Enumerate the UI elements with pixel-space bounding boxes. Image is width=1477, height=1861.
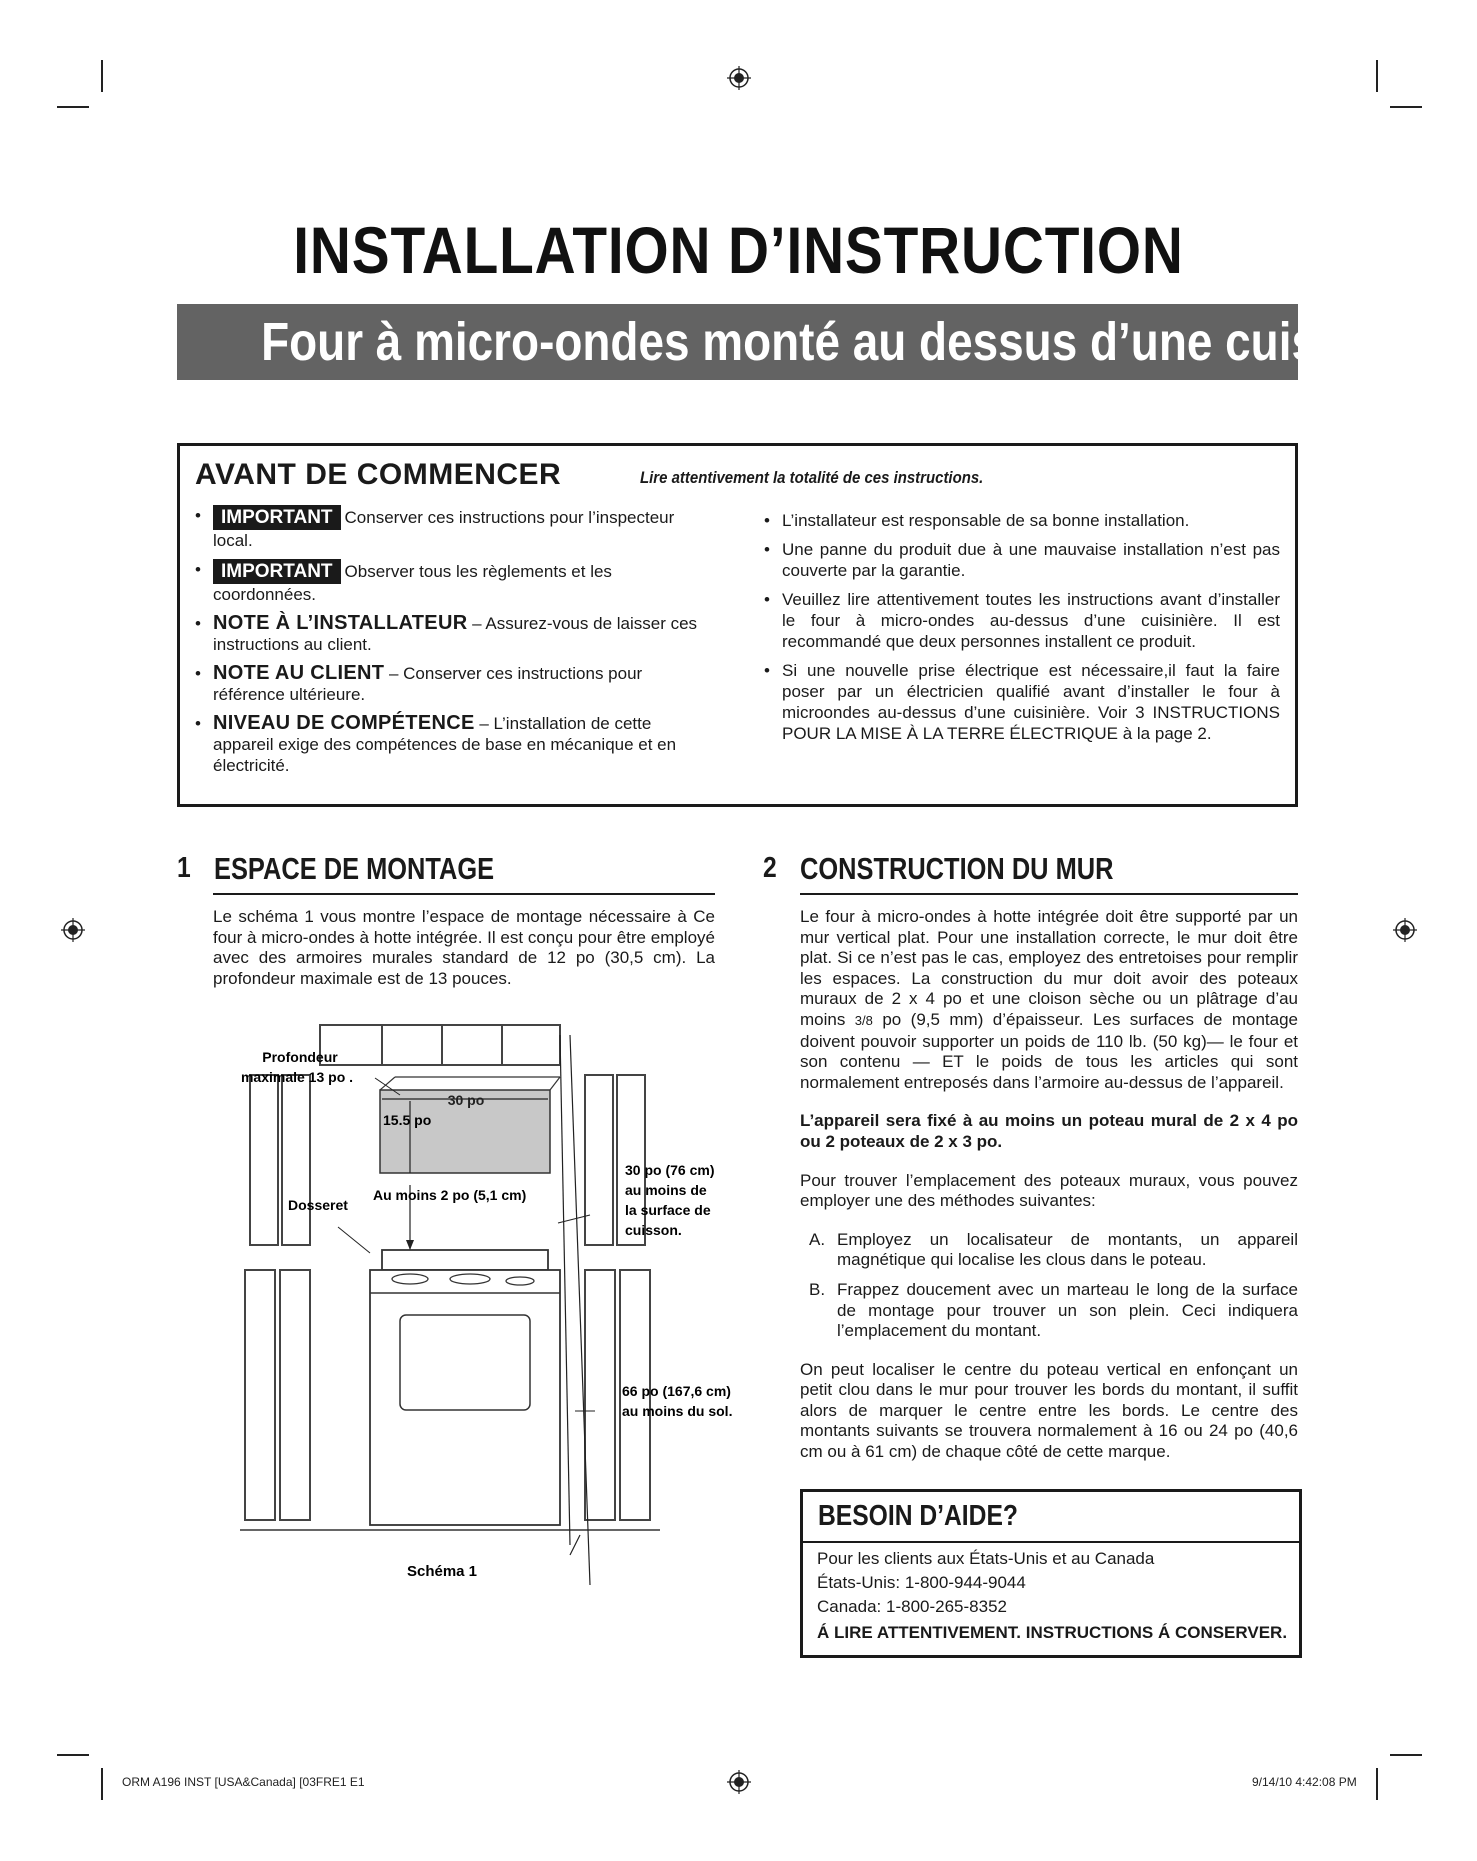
registration-mark-icon bbox=[61, 918, 85, 942]
section2-para3: Pour trouver l’emplacement des poteaux muraux, vous pouvez employer une des méthodes suivantes: bbox=[800, 1170, 1298, 1211]
range bbox=[370, 1270, 560, 1525]
section-title: CONSTRUCTION DU MUR bbox=[800, 851, 1114, 886]
section-number: 1 bbox=[177, 852, 191, 884]
before-left-list bbox=[191, 505, 713, 784]
list-item bbox=[191, 713, 713, 776]
figure-caption: Schéma 1 bbox=[406, 1563, 478, 1580]
help-notice: Á LIRE ATTENTIVEMENT. INSTRUCTIONS Á CONSERVER. bbox=[817, 1623, 1288, 1642]
help-title: BESOIN D’AIDE? bbox=[818, 1500, 1018, 1532]
before-heading: AVANT DE COMMENCER bbox=[195, 458, 562, 491]
cooktop-label: cuisson. bbox=[625, 1222, 682, 1238]
list-item bbox=[191, 505, 713, 551]
footer-right: 9/14/10 4:42:08 PM bbox=[1252, 1775, 1357, 1789]
section-rule bbox=[800, 893, 1298, 895]
depth-label: maximale 13 po . bbox=[240, 1069, 354, 1085]
crop-mark bbox=[101, 60, 103, 92]
min-gap-label: Au moins 2 po (5,1 cm) bbox=[373, 1187, 527, 1203]
help-line: Pour les clients aux États-Unis et au Canada bbox=[817, 1549, 1155, 1568]
list-item: • Veuillez lire attentivement toutes les instructions avant d’installer le four à micro-ondes au-dessus d’une cuisinière. Il est recommandé que deux personnes installent ce produit. bbox=[760, 589, 1280, 652]
backsplash-label: Dosseret bbox=[288, 1197, 348, 1213]
cooktop-label: au moins de bbox=[625, 1182, 707, 1198]
list-item-label: NIVEAU DE COMPÉTENCE bbox=[213, 712, 475, 734]
crop-mark bbox=[57, 1754, 89, 1756]
depth-label: Profondeur bbox=[262, 1049, 338, 1065]
fraction: 3/8 bbox=[854, 1012, 873, 1028]
before-note: Lire attentivement la totalité de ces instructions. bbox=[640, 468, 984, 487]
crop-mark bbox=[1376, 60, 1378, 92]
section1-body: Le schéma 1 vous montre l’espace de montage nécessaire à Ce four à micro-ondes à hotte intégrée. Il est conçu pour être employé avec des armoires murales standard de 12 po (30,5 cm). La profondeur maximale est de 13 pouces. bbox=[213, 907, 715, 988]
height-label: 15.5 po bbox=[383, 1112, 432, 1128]
section2-para2: L’appareil sera fixé à au moins un poteau mural de 2 x 4 po ou 2 poteaux de 2 x 3 po. bbox=[800, 1111, 1298, 1151]
list-item-text: – Assurez-vous de laisser ces instructions au client. bbox=[213, 614, 698, 654]
help-rule bbox=[803, 1541, 1299, 1543]
paragraph-text: Le four à micro-ondes à hotte intégrée doit être supporté par un mur vertical plat. Pour une installation correcte, le mur doit être plat. Si ce n’est pas le cas, employez des entretoises pour remplir les espaces. La construction du mur doit avoir des poteaux muraux de 2 x 4 po et une cloison sèche ou un plâtrage d’au moins bbox=[800, 907, 1298, 1029]
list-marker: B. bbox=[809, 1279, 826, 1299]
registration-mark-icon bbox=[727, 66, 751, 90]
important-tag: IMPORTANT bbox=[213, 559, 341, 584]
list-item-text: Conserver ces instructions pour l’inspecteur local. bbox=[213, 508, 675, 550]
crop-mark bbox=[57, 106, 89, 108]
section-rule bbox=[213, 893, 715, 895]
list-item-text: Employez un localisateur de montants, un appareil magnétique qui localise les clous dans le poteau. bbox=[837, 1229, 1298, 1270]
help-phone-canada: Canada: 1-800-265-8352 bbox=[817, 1597, 1007, 1616]
list-item-label: NOTE À L’INSTALLATEUR bbox=[213, 612, 468, 634]
crop-mark bbox=[1376, 1768, 1378, 1800]
section2-para4: On peut localiser le centre du poteau vertical en enfonçant un petit clou dans le mur pour trouver les bords du montant, il suffit alors de marquer le centre entre les bords. Le centre des montants suivants se trouvera normalement à 16 ou 24 po (40,6 cm ou à 61 cm) de chaque côté de cette marque. bbox=[800, 1359, 1298, 1462]
list-item bbox=[191, 559, 713, 605]
list-item-text: Observer tous les règlements et les coordonnées. bbox=[213, 562, 612, 604]
list-item bbox=[191, 613, 713, 655]
before-right-list bbox=[760, 510, 1280, 752]
schema-1-figure bbox=[220, 1015, 740, 1605]
section2-para1 bbox=[800, 907, 1298, 1093]
backsplash bbox=[382, 1250, 548, 1270]
list-item bbox=[800, 1280, 1298, 1342]
crop-mark bbox=[1390, 106, 1422, 108]
floor-label: 66 po (167,6 cm) bbox=[622, 1383, 731, 1399]
important-tag: IMPORTANT bbox=[213, 505, 341, 530]
crop-mark bbox=[101, 1768, 103, 1800]
section-number: 2 bbox=[763, 852, 777, 884]
paragraph-text: po (9,5 mm) d’épaisseur. Les surfaces de montage doivent pouvoir supporter un poids de 110 lb. (50 kg)— le four et son contenu — ET le poids de tous les articles qui sont normalement entreposés dans l’armoire au-dessus de l’appareil. bbox=[800, 1009, 1298, 1092]
cooktop-label: 30 po (76 cm) bbox=[625, 1162, 715, 1178]
list-item-label: NOTE AU CLIENT bbox=[213, 662, 385, 684]
registration-mark-icon bbox=[727, 1770, 751, 1794]
help-phone-us: États-Unis: 1-800-944-9044 bbox=[817, 1573, 1026, 1592]
list-item bbox=[800, 1230, 1298, 1271]
methods-list bbox=[800, 1230, 1298, 1342]
list-item-text: – Conserver ces instructions pour référence ultérieure. bbox=[213, 664, 643, 704]
page-title: INSTALLATION D’INSTRUCTION bbox=[293, 213, 1184, 287]
floor-label: au moins du sol. bbox=[622, 1403, 733, 1419]
page-subtitle: Four à micro-ondes monté au dessus d’une cuisinière bbox=[261, 312, 1440, 372]
list-marker: A. bbox=[809, 1229, 826, 1249]
registration-mark-icon bbox=[1393, 918, 1417, 942]
list-item: • Une panne du produit due à une mauvaise installation n’est pas couverte par la garantie. bbox=[760, 539, 1280, 581]
list-item-text: – L’installation de cette appareil exige des compétences de base en mécanique et en électricité. bbox=[213, 714, 677, 775]
section2-body bbox=[800, 907, 1298, 1481]
cooktop-label: la surface de bbox=[625, 1202, 711, 1218]
list-item: • L’installateur est responsable de sa bonne installation. bbox=[760, 510, 1280, 531]
footer-left: ORM A196 INST [USA&Canada] [03FRE1 E1 bbox=[122, 1775, 365, 1789]
width-label: 30 po bbox=[447, 1092, 485, 1108]
list-item bbox=[191, 663, 713, 705]
section-title: ESPACE DE MONTAGE bbox=[214, 851, 495, 886]
crop-mark bbox=[1390, 1754, 1422, 1756]
list-item: • Si une nouvelle prise électrique est nécessaire,il faut la faire poser par un électricien qualifié avant d’installer le four à microondes au-dessus d’une cuisinière. Voir 3 INSTRUCTIONS POUR LA MISE À LA TERRE ÉLECTRIQUE à la page 2. bbox=[760, 660, 1280, 744]
list-item-text: Frappez doucement avec un marteau le long de la surface de montage pour trouver un son plein. Ceci indiquera l’emplacement du montant. bbox=[837, 1279, 1298, 1341]
